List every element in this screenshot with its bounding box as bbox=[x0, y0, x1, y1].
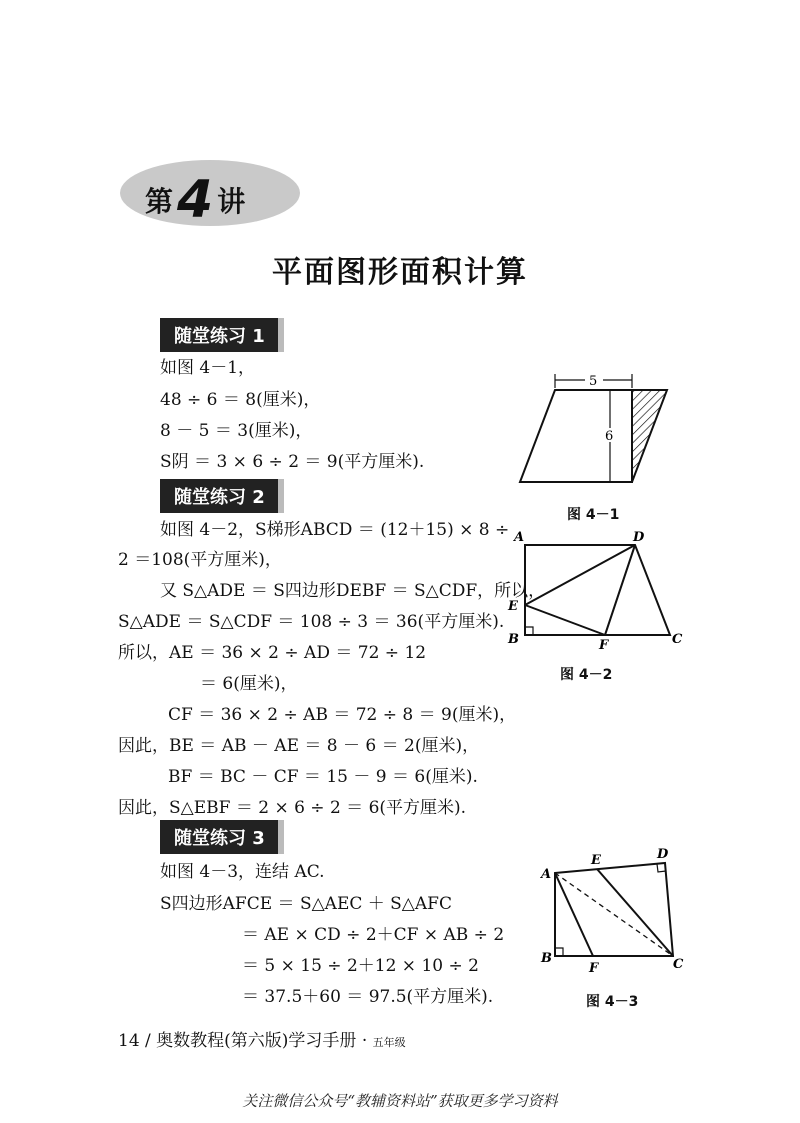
point-label-e: E bbox=[591, 853, 601, 868]
section2-line: S△ADE ＝ S△CDF ＝ 108 ÷ 3 ＝ 36(平方厘米). bbox=[118, 612, 505, 632]
shaded-triangle bbox=[632, 390, 667, 482]
section2-line: ＝ 6(厘米)， bbox=[200, 674, 298, 694]
section2-line: 因此，S△EBF ＝ 2 × 6 ÷ 2 ＝ 6(平方厘米). bbox=[118, 798, 467, 818]
lesson-number: 4 bbox=[177, 170, 214, 230]
point-label-f: F bbox=[589, 961, 599, 976]
section3-line: ＝ 5 × 15 ÷ 2＋12 × 10 ÷ 2 bbox=[242, 956, 479, 976]
diagonal-ac bbox=[555, 873, 673, 956]
label-side-6: 6 bbox=[605, 429, 614, 444]
page-title: 平面图形面积计算 bbox=[272, 255, 528, 290]
section3-line: ＝ 37.5＋60 ＝ 97.5(平方厘米). bbox=[242, 987, 494, 1007]
page-footer bbox=[118, 1026, 406, 1051]
point-label-a: A bbox=[514, 530, 525, 545]
book-title: 奥数教程(第六版)学习手册 · bbox=[156, 1031, 368, 1051]
figure-caption-4-3: 图 4－3 bbox=[586, 994, 639, 1010]
figure-caption-4-2: 图 4－2 bbox=[560, 667, 613, 683]
point-label-d: D bbox=[633, 530, 645, 545]
point-label-a: A bbox=[541, 867, 552, 882]
point-label-d: D bbox=[657, 848, 669, 862]
lesson-suffix: 讲 bbox=[217, 185, 246, 218]
section2-line: 所以，AE ＝ 36 × 2 ÷ AD ＝ 72 ÷ 12 bbox=[118, 643, 427, 663]
section3-line: 如图 4－3，连结 AC. bbox=[160, 862, 325, 882]
figure-caption-4-1: 图 4－1 bbox=[567, 507, 620, 523]
section2-line: CF ＝ 36 × 2 ÷ AB ＝ 72 ÷ 8 ＝ 9(厘米)， bbox=[168, 705, 517, 725]
lesson-prefix: 第 bbox=[145, 185, 174, 218]
section1-line: 48 ÷ 6 ＝ 8(厘米)， bbox=[160, 390, 321, 410]
section1-line: 如图 4－1， bbox=[160, 358, 256, 378]
point-label-f: F bbox=[599, 638, 609, 653]
figure-4-2 bbox=[500, 525, 690, 655]
section-tag-2: 随堂练习 2 bbox=[160, 479, 278, 513]
section2-line: 因此，BE ＝ AB － AE ＝ 8 － 6 ＝ 2(厘米)， bbox=[118, 736, 480, 756]
segment-ec bbox=[597, 869, 673, 956]
section-tag-3: 随堂练习 3 bbox=[160, 820, 278, 854]
section1-line: S阴 ＝ 3 × 6 ÷ 2 ＝ 9(平方厘米). bbox=[160, 452, 425, 472]
section2-line: 2 ＝108(平方厘米)， bbox=[118, 550, 282, 570]
section3-line: ＝ AE × CD ÷ 2＋CF × AB ÷ 2 bbox=[242, 925, 505, 945]
grade-label: 五年级 bbox=[372, 1036, 406, 1049]
watermark: 关注微信公众号“教辅资料站”获取更多学习资料 bbox=[242, 1092, 558, 1110]
right-angle-mark-b bbox=[555, 948, 563, 956]
right-angle-mark bbox=[525, 627, 533, 635]
point-label-b: B bbox=[508, 632, 519, 647]
label-top-5: 5 bbox=[589, 374, 598, 389]
point-label-c: C bbox=[672, 632, 683, 647]
figure-4-1 bbox=[510, 370, 675, 490]
section3-line: S四边形AFCE ＝ S△AEC ＋ S△AFC bbox=[160, 894, 452, 914]
point-label-b: B bbox=[541, 951, 552, 966]
figure-4-3 bbox=[535, 848, 695, 978]
section1-line: 8 － 5 ＝ 3(厘米)， bbox=[160, 421, 313, 441]
section2-line: BF ＝ BC － CF ＝ 15 － 9 ＝ 6(厘米). bbox=[168, 767, 478, 787]
section2-line: 又 S△ADE ＝ S四边形DEBF ＝ S△CDF，所以， bbox=[160, 581, 546, 601]
section-tag-1: 随堂练习 1 bbox=[160, 318, 278, 352]
section2-line: 如图 4－2，S梯形ABCD ＝ (12＋15) × 8 ÷ bbox=[160, 520, 510, 540]
segment-af bbox=[555, 873, 593, 956]
trapezoid-abcd bbox=[525, 545, 670, 635]
segment-ef bbox=[525, 605, 605, 635]
point-label-c: C bbox=[673, 957, 684, 972]
lesson-badge bbox=[145, 170, 245, 230]
page-number: 14 / bbox=[118, 1031, 151, 1051]
point-label-e: E bbox=[508, 599, 518, 614]
